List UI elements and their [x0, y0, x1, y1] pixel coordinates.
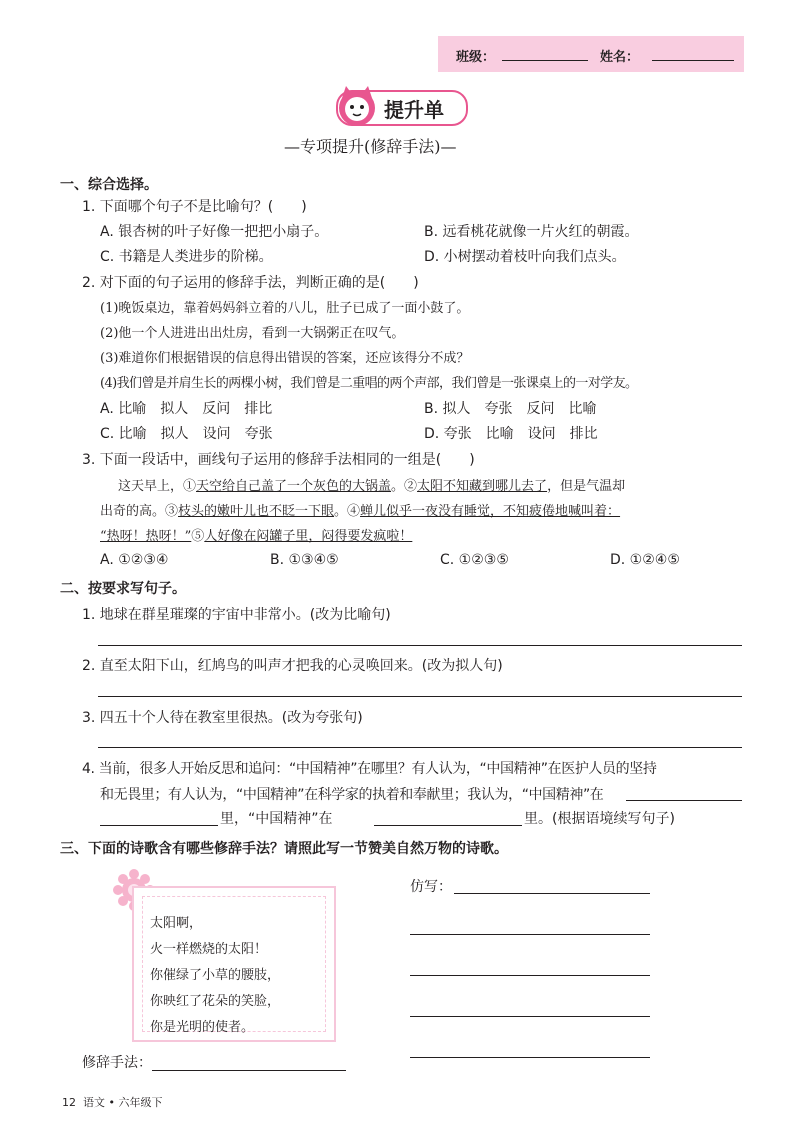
q3-text: 。④ [334, 504, 361, 519]
imitate-line-3[interactable] [410, 975, 650, 976]
q3-underlined-6: 人好像在闷罐子里，闷得要发疯啦！ [204, 529, 413, 544]
q1-option-a: A. 银杏树的叶子好像一把把小扇子。 [100, 224, 329, 240]
q2-option-b: B. 拟人 夸张 反问 比喻 [424, 401, 597, 417]
q2-option-d: D. 夸张 比喻 设问 排比 [424, 426, 598, 442]
poem-frame [132, 886, 336, 1042]
q3-stem: 3. 下面一段话中，画线句子运用的修辞手法相同的一组是( ) [82, 452, 475, 468]
poem-line-1: 太阳啊， [150, 916, 203, 931]
section3-heading: 三、下面的诗歌含有哪些修辞手法？请照此写一节赞美自然万物的诗歌。 [60, 841, 508, 857]
q2-sentence-2: (2)他一个人进进出出灶房，看到一大锅粥正在叹气。 [100, 326, 405, 341]
cat-mascot-icon [334, 84, 380, 130]
q3-underlined-3: 枝头的嫩叶儿也不眨一下眼 [178, 504, 335, 519]
q2-sentence-4: (4)我们曾是并肩生长的两棵小树，我们曾是二重唱的两个声部，我们曾是一张课桌上的一对学友。 [100, 376, 638, 391]
rhetoric-answer-line[interactable] [152, 1070, 346, 1071]
page-footer [62, 1094, 162, 1110]
poem-line-3: 你催绿了小草的腰肢， [150, 968, 281, 983]
subject-label: 语文 • 六年级下 [83, 1096, 163, 1109]
q3-underlined-4: 蝉儿似乎一夜没有睡觉，不知疲倦地喊叫着： [360, 504, 621, 519]
rhetoric-label: 修辞手法： [82, 1055, 152, 1071]
s2-q4-line1: 4. 当前，很多人开始反思和追问：“中国精神”在哪里？有人认为，“中国精神”在医护人员的坚持 [82, 761, 657, 777]
class-field[interactable] [502, 60, 588, 61]
s2-q2-answer-line[interactable] [98, 696, 742, 697]
q3-text: ，但是气温却 [547, 479, 626, 494]
s2-q4-line2: 和无畏里；有人认为，“中国精神”在科学家的执着和奉献里；我认为，“中国精神”在 [100, 787, 604, 803]
q3-passage-line3 [100, 525, 412, 544]
q2-sentence-3: (3)难道你们根据错误的信息得出错误的答案，还应该得分不成？ [100, 351, 470, 366]
s2-q3-answer-line[interactable] [98, 747, 742, 748]
q3-option-d: D. ①②④⑤ [610, 552, 680, 568]
s2-q2: 2. 直至太阳下山，红鸠鸟的叫声才把我的心灵唤回来。(改为拟人句) [82, 658, 503, 674]
name-label: 姓名： [600, 50, 640, 65]
title-badge [336, 90, 468, 126]
imitate-line-2[interactable] [410, 934, 650, 935]
imitate-line-4[interactable] [410, 1016, 650, 1017]
q3-option-a: A. ①②③④ [100, 552, 169, 568]
imitate-label: 仿写： [410, 879, 452, 895]
s2-q1: 1. 地球在群星璀璨的宇宙中非常小。(改为比喻句) [82, 607, 391, 623]
q3-underlined-5: “热呀！热呀！” [100, 529, 192, 544]
s2-q4-blank-1-cont[interactable] [100, 825, 218, 826]
q3-text: 这天早上，① [118, 479, 197, 494]
name-field[interactable] [652, 60, 734, 61]
s2-q4-blank-1[interactable] [626, 800, 742, 801]
section1-heading: 一、综合选择。 [60, 177, 158, 193]
class-label: 班级： [456, 50, 496, 65]
q3-underlined-2: 太阳不知藏到哪儿去了 [417, 479, 548, 494]
q3-passage-line1 [118, 475, 625, 494]
q1-stem: 1. 下面哪个句子不是比喻句？( ) [82, 199, 307, 215]
subtitle: —专项提升(修辞手法)— [284, 137, 457, 156]
section2-heading: 二、按要求写句子。 [60, 581, 186, 597]
q2-option-c: C. 比喻 拟人 设问 夸张 [100, 426, 273, 442]
q2-sentence-1: (1)晚饭桌边，靠着妈妈斜立着的八儿，肚子已成了一面小鼓了。 [100, 301, 470, 316]
q1-option-b: B. 远看桃花就像一片火红的朝霞。 [424, 224, 639, 240]
imitate-line-1[interactable] [454, 893, 650, 894]
q1-option-d: D. 小树摆动着枝叶向我们点头。 [424, 249, 626, 265]
q1-option-c: C. 书籍是人类进步的阶梯。 [100, 249, 273, 265]
q3-text: 。② [391, 479, 418, 494]
imitate-line-5[interactable] [410, 1057, 650, 1058]
poem-line-4: 你映红了花朵的笑脸， [150, 994, 281, 1009]
s2-q4-line3a: 里，“中国精神”在 [220, 811, 333, 827]
s2-q1-answer-line[interactable] [98, 645, 742, 646]
page-number: 12 [62, 1096, 76, 1109]
q3-text: ⑤ [191, 529, 205, 544]
poem-line-2: 火一样燃烧的太阳！ [150, 942, 268, 957]
q3-passage-line2 [100, 500, 620, 519]
s2-q4-blank-2[interactable] [374, 825, 522, 826]
s2-q3: 3. 四五十个人待在教室里很热。(改为夸张句) [82, 710, 363, 726]
q3-underlined-1: 天空给自己盖了一个灰色的大锅盖 [196, 479, 392, 494]
q3-text: 出奇的高。③ [100, 504, 179, 519]
s2-q4-line3b: 里。(根据语境续写句子) [524, 811, 675, 827]
header-bar [438, 36, 744, 72]
poem-line-5: 你是光明的使者。 [150, 1020, 255, 1035]
q2-stem: 2. 对下面的句子运用的修辞手法，判断正确的是( ) [82, 275, 419, 291]
q3-option-b: B. ①③④⑤ [270, 552, 339, 568]
title-badge-text: 提升单 [384, 98, 444, 122]
q2-option-a: A. 比喻 拟人 反问 排比 [100, 401, 273, 417]
q3-option-c: C. ①②③⑤ [440, 552, 509, 568]
